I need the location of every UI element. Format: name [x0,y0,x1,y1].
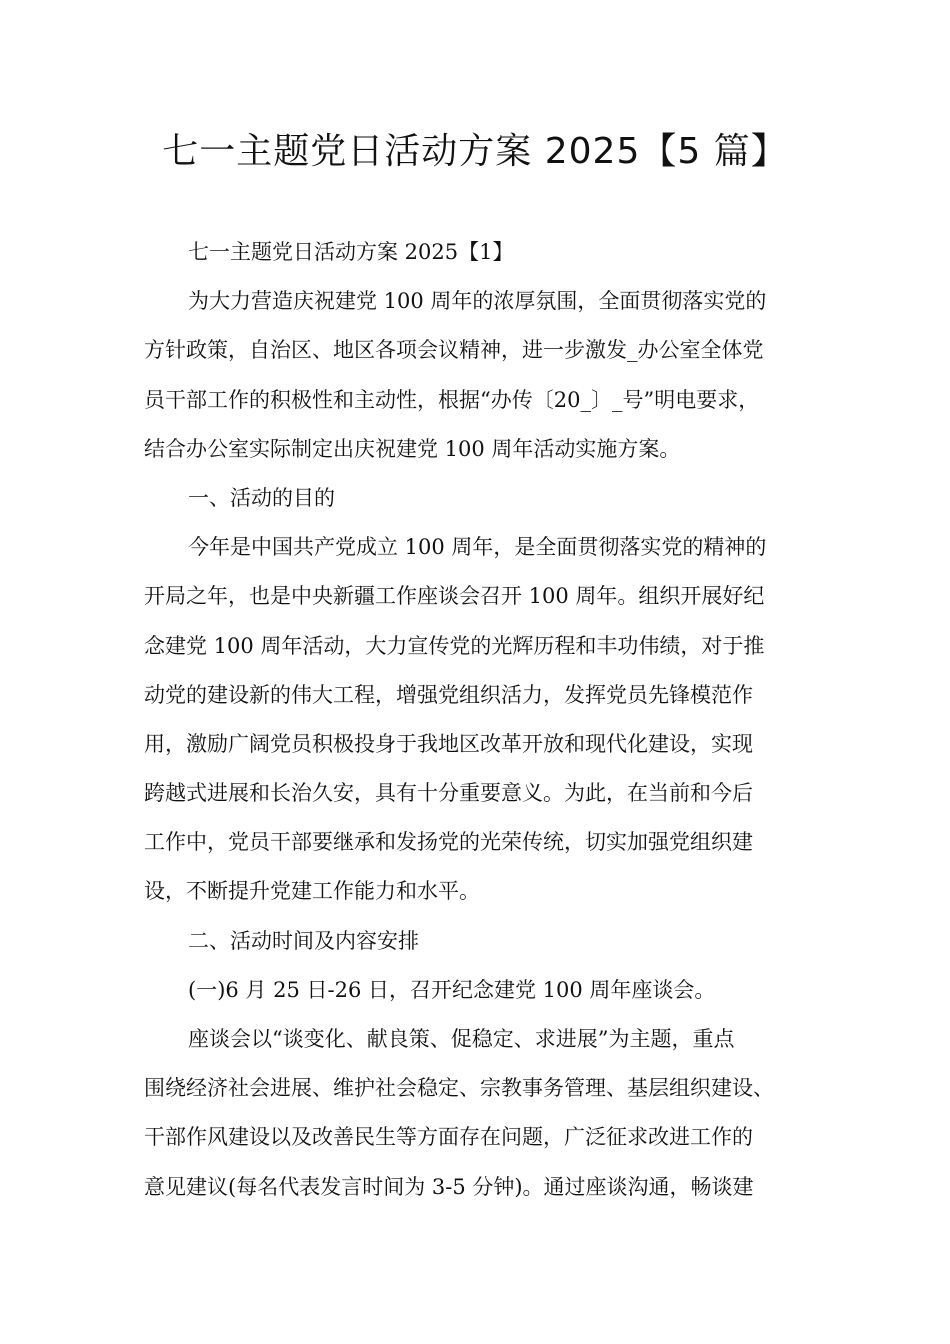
text-line: 方针政策，自治区、地区各项会议精神，进一步激发_办公室全体党 [144,338,764,363]
text-line: 念建党 100 周年活动，大力宣传党的光辉历程和丰功伟绩，对于推 [144,633,765,658]
text-line: 员干部工作的积极性和主动性，根据“办传〔20_〕_号”明电要求， [144,387,760,412]
text-line: 七一主题党日活动方案 2025【1】 [188,240,514,264]
text-line: 今年是中国共产党成立 100 周年，是全面贯彻落实党的精神的 [188,535,767,560]
document-title: 七一主题党日活动方案 2025【5 篇】 [162,131,788,172]
text-line: 跨越式进展和长治久安，具有十分重要意义。为此，在当前和今后 [144,781,753,806]
document-body [144,234,822,1218]
text-line: 意见建议(每名代表发言时间为 3-5 分钟)。通过座谈沟通，畅谈建 [144,1174,754,1199]
text-line: 工作中，党员干部要继承和发扬党的光荣传统，切实加强党组织建 [144,830,753,855]
text-line: 设，不断提升党建工作能力和水平。 [144,879,480,904]
text-line: 二、活动时间及内容安排 [188,928,419,953]
text-line: 座谈会以“谈变化、献良策、促稳定、求进展”为主题，重点 [188,1027,735,1051]
text-line: 一、活动的目的 [188,485,335,510]
text-line: 动党的建设新的伟大工程，增强党组织活力，发挥党员先锋模范作 [144,682,753,707]
text-line: 开局之年，也是中央新疆工作座谈会召开 100 周年。组织开展好纪 [144,584,765,609]
text-line: 结合办公室实际制定出庆祝建党 100 周年活动实施方案。 [144,436,681,461]
text-line: 为大力营造庆祝建党 100 周年的浓厚氛围，全面贯彻落实党的 [188,289,767,314]
text-line: 干部作风建设以及改善民生等方面存在问题，广泛征求改进工作的 [144,1125,753,1150]
text-line: (一)6 月 25 日-26 日，召开纪念建党 100 周年座谈会。 [188,977,716,1002]
text-line: 用，激励广阔党员积极投身于我地区改革开放和现代化建设，实现 [144,731,753,756]
text-line: 围绕经济社会进展、维护社会稳定、宗教事务管理、基层组织建设、 [144,1076,774,1101]
